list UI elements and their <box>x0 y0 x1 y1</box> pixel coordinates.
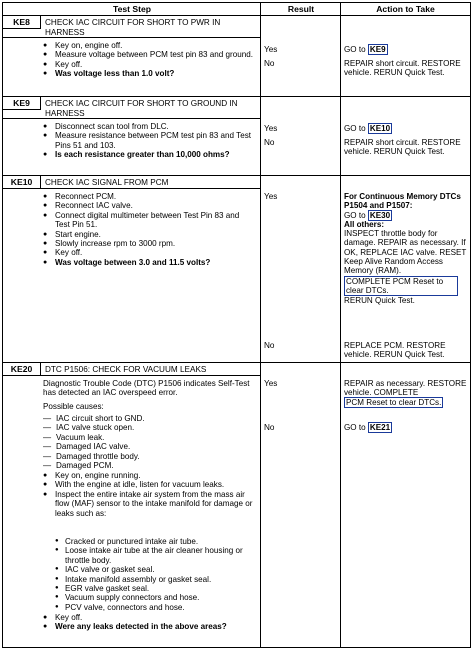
action-yes-ke9 <box>344 124 469 133</box>
action-no-ke8: REPAIR short circuit. RESTORE vehicle. RERUN Quick Test. <box>344 59 461 78</box>
goto-ke30-link[interactable]: KE30 <box>369 210 391 220</box>
step-title-ke10: CHECK IAC SIGNAL FROM PCM <box>45 178 169 187</box>
list-item: ● Measure voltage between PCM test pin 83 and ground. <box>43 50 253 59</box>
action-no-ke20 <box>344 423 469 432</box>
list-item: — Vacuum leak. <box>43 433 257 442</box>
action-prefix: GO to <box>344 45 366 54</box>
list-item: ● Vacuum supply connectors and hose. <box>55 593 259 602</box>
action-prefix: GO to <box>344 423 366 432</box>
list-item: ● Key on, engine running. <box>43 471 257 480</box>
continuous-memory-heading: For Continuous Memory DTCs P1504 and P1507: <box>344 192 461 211</box>
result-no-ke8: No <box>264 59 275 68</box>
step-list-ke10 <box>43 192 253 267</box>
goto-ke21-link[interactable]: KE21 <box>369 423 391 432</box>
list-item: ● Measure resistance between PCM test pin 83 and Test Pins 51 and 103. <box>43 131 253 150</box>
leak-locations-list <box>55 537 259 612</box>
action-prefix: GO to <box>344 210 366 220</box>
list-item: — Damaged throttle body. <box>43 452 257 461</box>
list-item: ● Reconnect PCM. <box>43 192 253 201</box>
final-steps-list <box>43 613 257 632</box>
step-list-ke8 <box>43 41 253 79</box>
result-yes-ke10: Yes <box>264 192 278 201</box>
list-item-question: ● Was voltage less than 1.0 volt? <box>43 69 253 78</box>
result-no-ke9: No <box>264 138 275 147</box>
list-item-question: ● Is each resistance greater than 10,000 ohms? <box>43 150 253 159</box>
list-item-question: ● Were any leaks detected in the above areas? <box>43 622 257 631</box>
action-prefix: GO to <box>344 124 366 133</box>
list-item: ● Cracked or punctured intake air tube. <box>55 537 259 546</box>
list-item: — Damaged PCM. <box>43 461 257 470</box>
action-no-ke10: REPLACE PCM. RESTORE vehicle. RERUN Quick Test. <box>344 341 446 360</box>
step-id-ke9: KE9 <box>3 97 41 110</box>
goto-ke9-link[interactable]: KE9 <box>369 45 386 54</box>
action-yes-ke8 <box>344 45 469 54</box>
list-item: ● Key off. <box>43 60 253 69</box>
step-title-ke20: DTC P1506: CHECK FOR VACUUM LEAKS <box>45 365 207 374</box>
header-test-step: Test Step <box>112 4 152 14</box>
pcm-reset-link[interactable]: PCM Reset to clear DTCs. <box>346 397 442 407</box>
list-item: ● Inspect the entire intake air system from the mass air flow (MAF) sensor to the intake manifold for damage or leaks such as: <box>43 490 257 518</box>
list-item: ● Connect digital multimeter between Test Pin 83 and Test Pin 51. <box>43 211 253 230</box>
list-item: ● Intake manifold assembly or gasket seal. <box>55 575 259 584</box>
list-item: ● Key off. <box>43 248 253 257</box>
pcm-reset-link[interactable]: COMPLETE PCM Reset to clear DTCs. <box>344 276 458 297</box>
list-item: ● PCV valve, connectors and hose. <box>55 603 259 612</box>
action-yes-ke10 <box>344 192 469 306</box>
action-no-ke9: REPAIR short circuit. RESTORE vehicle. RERUN Quick Test. <box>344 138 461 157</box>
step-id-ke8: KE8 <box>3 16 41 29</box>
list-item: — IAC valve stuck open. <box>43 423 257 432</box>
repair-text: REPAIR as necessary. RESTORE vehicle. COMPLETE <box>344 379 467 398</box>
list-item: ● Slowly increase rpm to 3000 rpm. <box>43 239 253 248</box>
step-title-ke9: CHECK IAC CIRCUIT FOR SHORT TO GROUND IN HARNESS <box>45 99 238 118</box>
inspect-text: INSPECT throttle body for damage. REPAIR as necessary. If OK, REPLACE IAC valve. RESET Keep Alive Random Access Memory (RAM). <box>344 229 467 276</box>
header-result: Result <box>287 4 315 14</box>
list-item: ● With the engine at idle, listen for vacuum leaks. <box>43 480 257 489</box>
column-divider-action <box>340 3 341 647</box>
result-no-ke10: No <box>264 341 275 350</box>
list-item: — IAC circuit short to GND. <box>43 414 257 423</box>
step-id-ke10: KE10 <box>3 176 41 189</box>
list-item: ● Reconnect IAC valve. <box>43 201 253 210</box>
rerun-text: RERUN Quick Test. <box>344 296 415 306</box>
possible-causes-label: Possible causes: <box>43 402 104 411</box>
dtc-intro: Diagnostic Trouble Code (DTC) P1506 indicates Self-Test has detected an IAC overspeed error. <box>43 379 250 398</box>
step-list-ke9 <box>43 122 253 160</box>
list-item: ● Start engine. <box>43 230 253 239</box>
list-item: ● Key on, engine off. <box>43 41 253 50</box>
list-item: ● IAC valve or gasket seal. <box>55 565 259 574</box>
goto-ke30-line <box>344 211 469 220</box>
result-no-ke20: No <box>264 423 275 432</box>
result-yes-ke9: Yes <box>264 124 278 133</box>
list-item: ● Key off. <box>43 613 257 622</box>
result-yes-ke8: Yes <box>264 45 278 54</box>
goto-ke10-link[interactable]: KE10 <box>369 124 391 133</box>
list-item-question: ● Was voltage between 3.0 and 11.5 volts? <box>43 258 253 267</box>
step-id-ke20: KE20 <box>3 363 41 376</box>
header-action: Action to Take <box>376 4 435 14</box>
list-item: — Damaged IAC valve. <box>43 442 257 451</box>
result-yes-ke20: Yes <box>264 379 278 388</box>
action-yes-ke20 <box>344 379 469 407</box>
list-item: ● Loose intake air tube at the air cleaner housing or throttle body. <box>55 546 259 565</box>
all-others-heading: All others: <box>344 219 385 229</box>
list-item: ● Disconnect scan tool from DLC. <box>43 122 253 131</box>
list-item: ● EGR valve gasket seal. <box>55 584 259 593</box>
diagnostic-table <box>2 2 471 648</box>
inspect-steps-list <box>43 471 257 518</box>
causes-list <box>43 414 257 470</box>
step-title-ke8: CHECK IAC CIRCUIT FOR SHORT TO PWR IN HARNESS <box>45 18 221 37</box>
